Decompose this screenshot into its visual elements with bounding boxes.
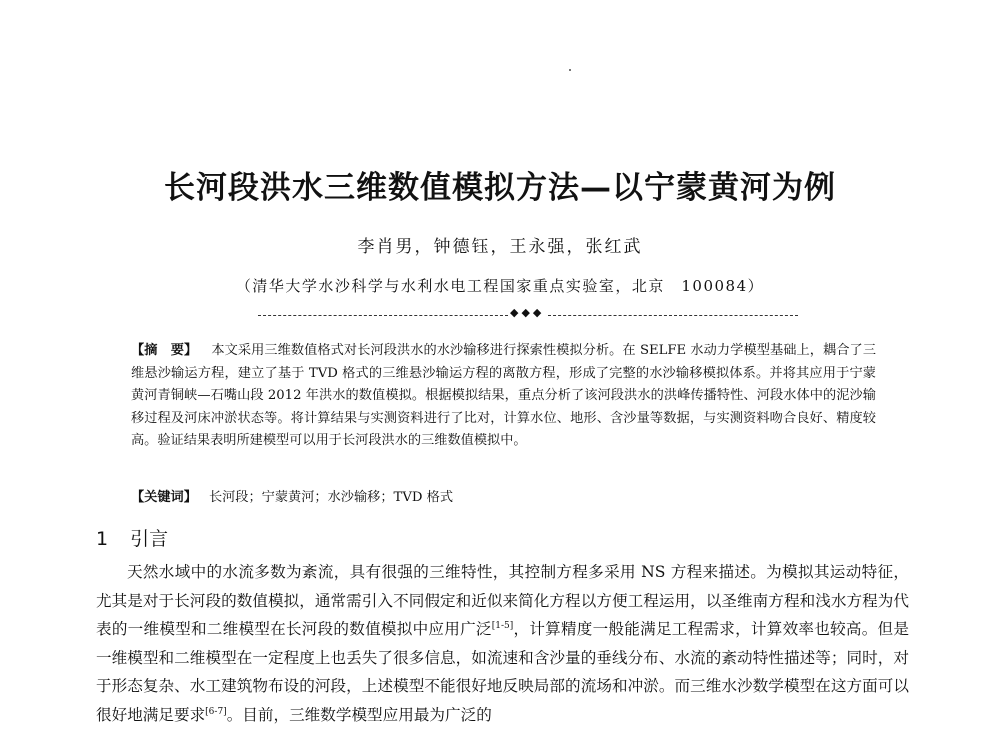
divider-line-right [548,315,798,316]
paper-title: 长河段洪水三维数值模拟方法—以宁蒙黄河为例 [164,170,836,206]
paragraph-text-3: 。目前，三维数学模型应用最为广泛的 [226,705,492,724]
header-divider [258,306,798,320]
author-list: 李肖男，钟德钰，王永强，张红武 [357,237,643,257]
scan-speck [569,69,571,71]
citation-1: [1-5] [491,621,514,631]
abstract [131,340,876,453]
divider-ornament: ◆◆◆ [510,306,545,319]
affiliation: （清华大学水沙科学与水利水电工程国家重点实验室，北京 100084） [235,277,765,295]
keywords [131,486,876,505]
section-heading [96,524,168,551]
paragraph-text-1: 天然水域中的水流多数为紊流，具有很强的三维特性，其控制方程多采用 NS 方程来描述。为模拟其运动特征，尤其是对于长河段的数值模拟，通常需引入不同假定和近似来简化方程以方便工程运用，以圣维南方程和浅水方程为代表的一维模型和二维模型在长河段的数值模拟中应用广泛 [96,563,909,638]
abstract-text: 本文采用三维数值格式对长河段洪水的水沙输移进行探索性模拟分析。在 SELFE 水动力学模型基础上，耦合了三维悬沙输运方程，建立了基于 TVD 格式的三维悬沙输运方程的离散方程，形成了完整的水沙输移模拟体系。并将其应用于宁蒙黄河青铜峡—石嘴山段 2012 年洪水的数值模拟。根据模拟结果，重点分析了该河段洪水的洪峰传播特性、河段水体中的泥沙输移过程及河床冲淤状态等。将计算结果与实测资料进行了比对，计算水位、地形、含沙量等数据，与实测资料吻合良好、精度较高。验证结果表明所建模型可以用于长河段洪水的三维数值模拟中。 [131,343,877,449]
section-title: 引言 [130,528,169,550]
section-number: 1 [96,528,109,550]
divider-line-left [258,315,508,316]
citation-2: [6-7] [205,706,227,717]
paragraph-text-2: ，计算精度一般能满足工程需求，计算效率也较高。但是一维模型和二维模型在一定程度上也丢失了很多信息，如流速和含沙量的垂线分布、水流的紊动特性描述等；同时，对于形态复杂、水工建筑物布设的河段，上述模型不能很好地反映局部的流场和冲淤。而三维水沙数学模型在这方面可以很好地满足要求 [96,620,909,724]
body-paragraph [96,558,909,729]
abstract-label: 【摘 要】 [131,343,198,358]
keywords-label: 【关键词】 [131,490,197,505]
keywords-text: 长河段；宁蒙黄河；水沙输移；TVD 格式 [208,490,454,505]
